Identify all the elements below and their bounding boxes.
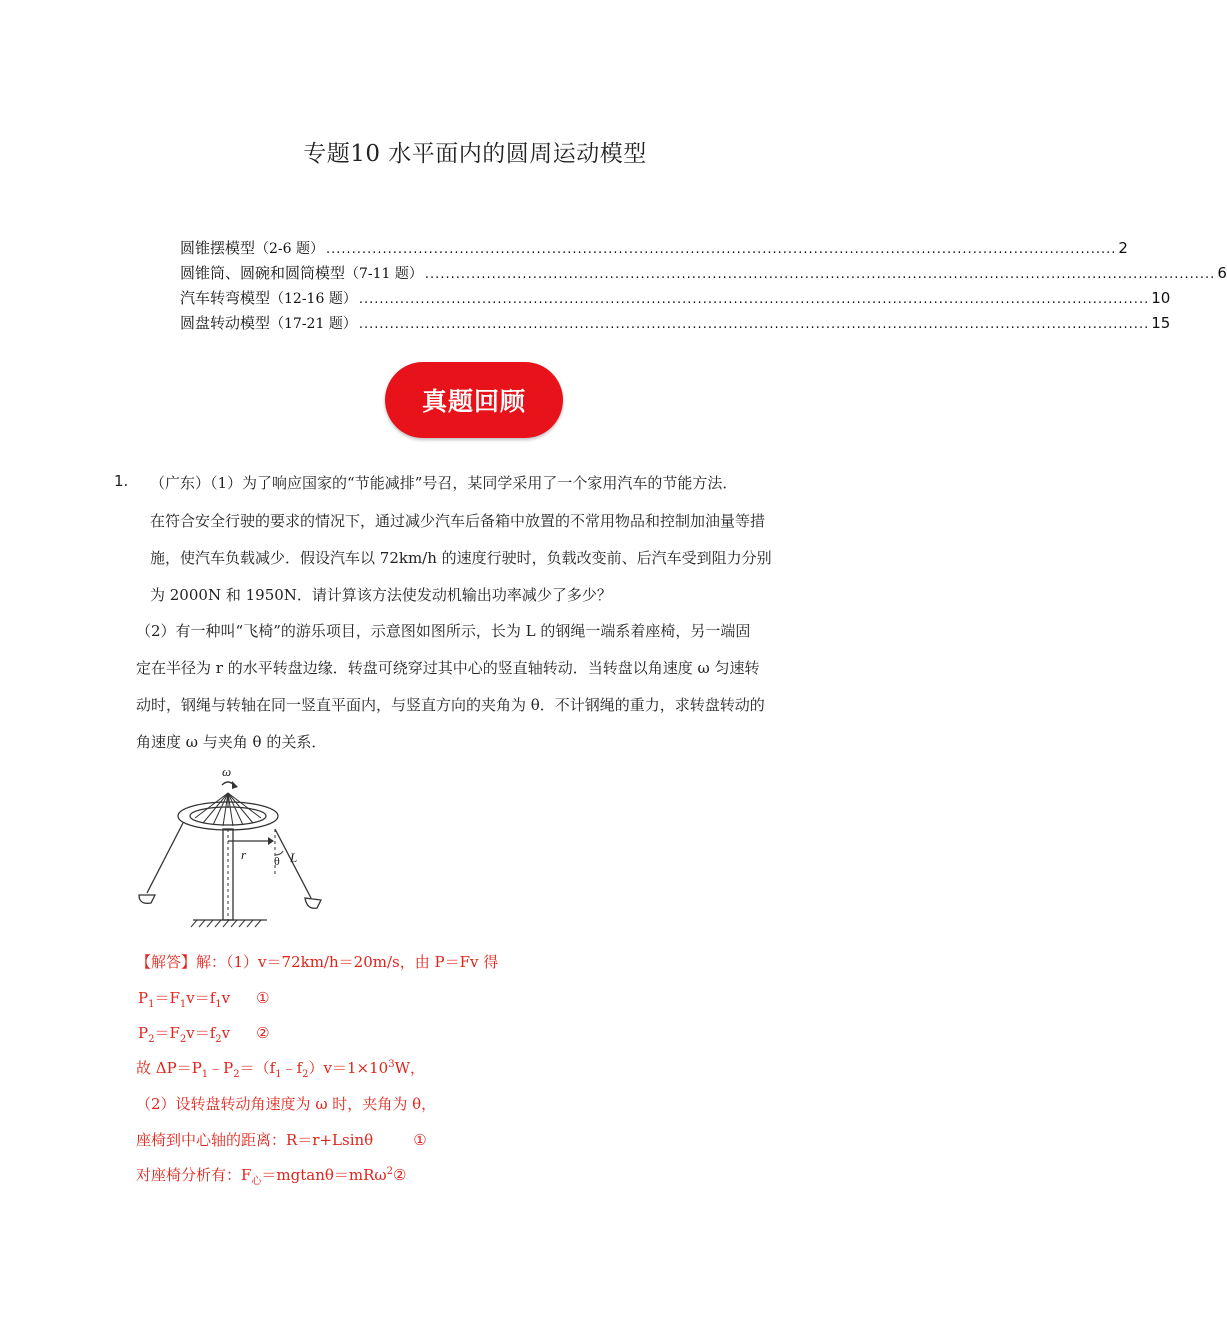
- answer-line-5: （2）设转盘转动角速度为 ω 时，夹角为 θ，: [136, 1095, 437, 1113]
- equation-mark: ①: [413, 1131, 427, 1149]
- toc-entry-label: 汽车转弯模型: [180, 289, 271, 307]
- question-line: （广东）（1）为了响应国家的“节能减排”号召，某同学采用了一个家用汽车的节能方法．: [150, 474, 738, 492]
- toc-entry-range: （17-21 题）: [270, 316, 357, 332]
- toc-entry-range: （7-11 题）: [345, 266, 423, 282]
- toc-leader: ..........................................................................................................................................................: [326, 242, 1117, 257]
- equation-mark: ①: [256, 989, 270, 1007]
- answer-line-1: [136, 951, 498, 972]
- equation-mark: ②: [256, 1024, 270, 1042]
- toc-leader: ..........................................................................................................................................................: [358, 317, 1150, 332]
- radius-label: r: [241, 847, 247, 862]
- toc-entry-range: （12-16 题）: [270, 291, 357, 307]
- toc-leader: ..........................................................................................................................................................: [424, 267, 1216, 282]
- length-label: L: [290, 850, 298, 865]
- omega-label: ω: [222, 764, 232, 779]
- question-line: 施，使汽车负载减少．假设汽车以 72km/h 的速度行驶时，负载改变前、后汽车受到阻力分别: [150, 549, 772, 567]
- answer-text: 解：（1）v＝72km/h＝20m/s，由 P＝Fv 得: [196, 953, 499, 971]
- toc-entry-page: 10: [1151, 289, 1171, 307]
- page-title: 专题10 水平面内的圆周运动模型: [303, 141, 647, 167]
- toc-entry[interactable]: [180, 287, 1171, 311]
- left-chair-icon: [139, 895, 155, 903]
- toc-entry-page: 6: [1217, 264, 1227, 282]
- section-banner: 真题回顾: [385, 362, 563, 438]
- flying-chair-diagram: [135, 763, 335, 933]
- toc-entry-page: 2: [1118, 239, 1128, 257]
- toc-entry-label: 圆盘转动模型: [180, 314, 271, 332]
- toc-entry-range: （2-6 题）: [255, 241, 325, 257]
- toc-entry[interactable]: [180, 262, 1227, 286]
- toc-entry[interactable]: [180, 312, 1171, 336]
- toc-entry-label: 圆锥筒、圆碗和圆筒模型: [180, 264, 346, 282]
- question-line: 动时，钢绳与转轴在同一竖直平面内，与竖直方向的夹角为 θ．不计钢绳的重力，求转盘转动的: [136, 696, 765, 714]
- theta-label: θ: [274, 854, 280, 868]
- toc-entry-page: 15: [1151, 314, 1171, 332]
- right-chair-icon: [305, 898, 321, 908]
- toc-entry-label: 圆锥摆模型: [180, 239, 256, 257]
- toc-entry[interactable]: [180, 237, 1128, 261]
- question-line: 角速度 ω 与夹角 θ 的关系．: [136, 733, 327, 751]
- toc-leader: ..........................................................................................................................................................: [358, 292, 1150, 307]
- question-number: 1.: [114, 472, 129, 490]
- ground-hatch: [191, 920, 261, 927]
- answer-line-p1: $P_1=F_1v=f_1v$ ①: [138, 989, 270, 1010]
- question-line: 为 2000N 和 1950N．请计算该方法使发动机输出功率减少了多少？: [150, 586, 612, 604]
- left-rope: [147, 823, 183, 893]
- answer-line-dp: 故 $\Delta P=P_1﹣P_2=(f_1﹣f_2)v=1\times 10^3W$，: [136, 1059, 425, 1080]
- answer-tag: 【解答】: [136, 953, 197, 971]
- question-line: 定在半径为 r 的水平转盘边缘．转盘可绕穿过其中心的竖直轴转动．当转盘以角速度 ω 匀速转: [136, 659, 760, 677]
- question-line: （2）有一种叫“飞椅”的游乐项目，示意图如图所示，长为 L 的钢绳一端系着座椅，另一端固: [136, 622, 751, 640]
- question-line: 在符合安全行驶的要求的情况下，通过减少汽车后备箱中放置的不常用物品和控制加油量等措: [150, 512, 766, 530]
- answer-line-p2: $P_2=F_2v=f_2v$ ②: [138, 1024, 270, 1045]
- turntable-inner: [190, 807, 266, 825]
- answer-line-6: 座椅到中心轴的距离：R＝r+Lsinθ ①: [136, 1131, 427, 1149]
- equation-mark: ②: [393, 1166, 407, 1184]
- answer-line-7: 对座椅分析有：$F_心=mgtan\theta=mR\omega^2②$: [136, 1166, 407, 1187]
